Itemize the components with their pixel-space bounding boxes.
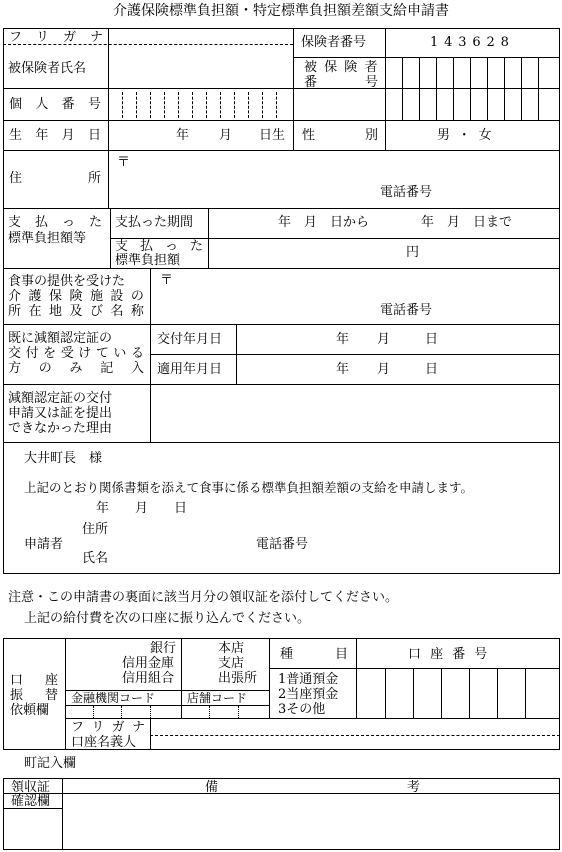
applicant-label: 申請者 [24,537,64,552]
applicant-phone-label: 電話番号 [256,537,309,552]
branch-code-label: 店舗コード [187,691,248,705]
branch-type-2: 支店 [218,656,245,671]
apply-year: 年 [336,362,350,377]
reason-label-2: 申請又は証を提出 [8,406,113,421]
receipt-label-1: 領収証 [11,780,51,795]
inst-type-1: 銀行 [150,641,177,656]
bank-label-3: 依頼欄 [10,703,50,718]
insured-number-label-1: 被保険者 [304,60,385,75]
personal-number-label: 個 人 番 号 [9,97,101,112]
paid-label-2: 標準負担額等 [8,231,87,246]
apply-month: 月 [377,362,391,377]
facility-phone-label: 電話番号 [380,303,433,318]
paid-label-1: 支 払 っ た [8,215,102,230]
insured-name-label: 被保険者氏名 [8,61,87,76]
note-2: 上記の給付費を次の口座に振り込んでください。 [24,611,311,626]
inst-type-3: 信用組合 [122,671,175,686]
insured-number-label-2: 番 号 [304,75,378,90]
branch-type-1: 本店 [218,641,245,656]
receipt-label-2: 確認欄 [11,794,51,809]
issue-day: 日 [425,332,439,347]
bank-label-1: 口 座 [10,673,58,688]
branch-type-3: 出張所 [218,671,258,686]
apply-day: 日 [425,362,439,377]
birth-month: 月 [219,128,233,143]
cert-label-1: 既に減額認定証の [8,331,113,346]
note-1: 注意・この申請書の裏面に該当月分の領収証を添付してください。 [8,590,399,605]
furigana-label: フ リ ガ ナ [9,30,103,45]
paid-amount-label-1: 支 払 っ た [115,239,203,254]
facility-label-2: 介 護 保 険 施 設 の [8,289,144,304]
address-postal-mark: 〒 [117,155,131,170]
paid-period-value: 年 月 日から 年 月 日まで [278,215,513,230]
paid-amount-label-2: 標準負担額 [115,253,181,268]
address-phone-label: 電話番号 [380,185,433,200]
kind-label: 種 目 [280,647,348,662]
birth-day: 日生 [259,128,286,143]
birthdate-label: 生 年 月 日 [9,128,101,143]
remarks-label-1: 備 [205,780,219,795]
town-section-frame [3,778,560,850]
facility-postal-mark: 〒 [160,273,174,288]
birth-year: 年 [176,128,190,143]
apply-date-label: 適用年月日 [157,362,223,377]
remarks-label-2: 考 [407,780,421,795]
insurer-number-value: 143628 [430,35,515,50]
address-label: 住 所 [9,171,101,186]
issue-year: 年 [336,332,350,347]
applicant-name-label: 氏名 [82,551,109,566]
cert-label-2: 交 付 を 受 け て い る [8,346,144,361]
reason-label-1: 減額認定証の交付 [8,391,113,406]
reason-label-3: できなかった理由 [8,421,113,436]
addressee: 大井町長 様 [24,451,103,466]
inst-code-label: 金融機関コード [71,691,156,705]
issue-date-label: 交付年月日 [157,332,223,347]
insurer-number-label: 保険者番号 [301,35,367,50]
inst-type-2: 信用金庫 [122,656,175,671]
facility-label-1: 食事の提供を受けた [8,274,126,289]
form-title: 介護保険標準負担額・特定標準負担額差額支給申請書 [113,3,449,19]
cert-label-3: 方 の み 記 入 [8,361,144,376]
kind-option-1: 1普通預金 [278,672,339,687]
sex-label: 性 別 [302,128,378,143]
paid-amount-yen: 円 [406,245,420,260]
kind-option-2: 2当座預金 [278,687,339,702]
issue-month: 月 [377,332,391,347]
application-date: 年 月 日 [96,501,188,516]
facility-label-3: 所 在 地 及 び 名 称 [8,304,144,319]
request-text: 上記のとおり関係書類を添えて食事に係る標準負担額差額の支給を申請します。 [24,480,474,495]
acct-furigana-label: フ リ ガ ナ [71,720,145,735]
paid-period-label: 支払った期間 [115,215,194,230]
sex-options: 男・女 [437,128,500,143]
bank-label-2: 振 替 [10,688,58,703]
account-number-label: 口座番号 [408,647,497,662]
town-section-label: 町記入欄 [24,756,77,771]
applicant-address-label: 住所 [82,522,109,537]
kind-option-3: 3その他 [278,702,326,717]
acct-holder-label: 口座名義人 [71,735,137,750]
